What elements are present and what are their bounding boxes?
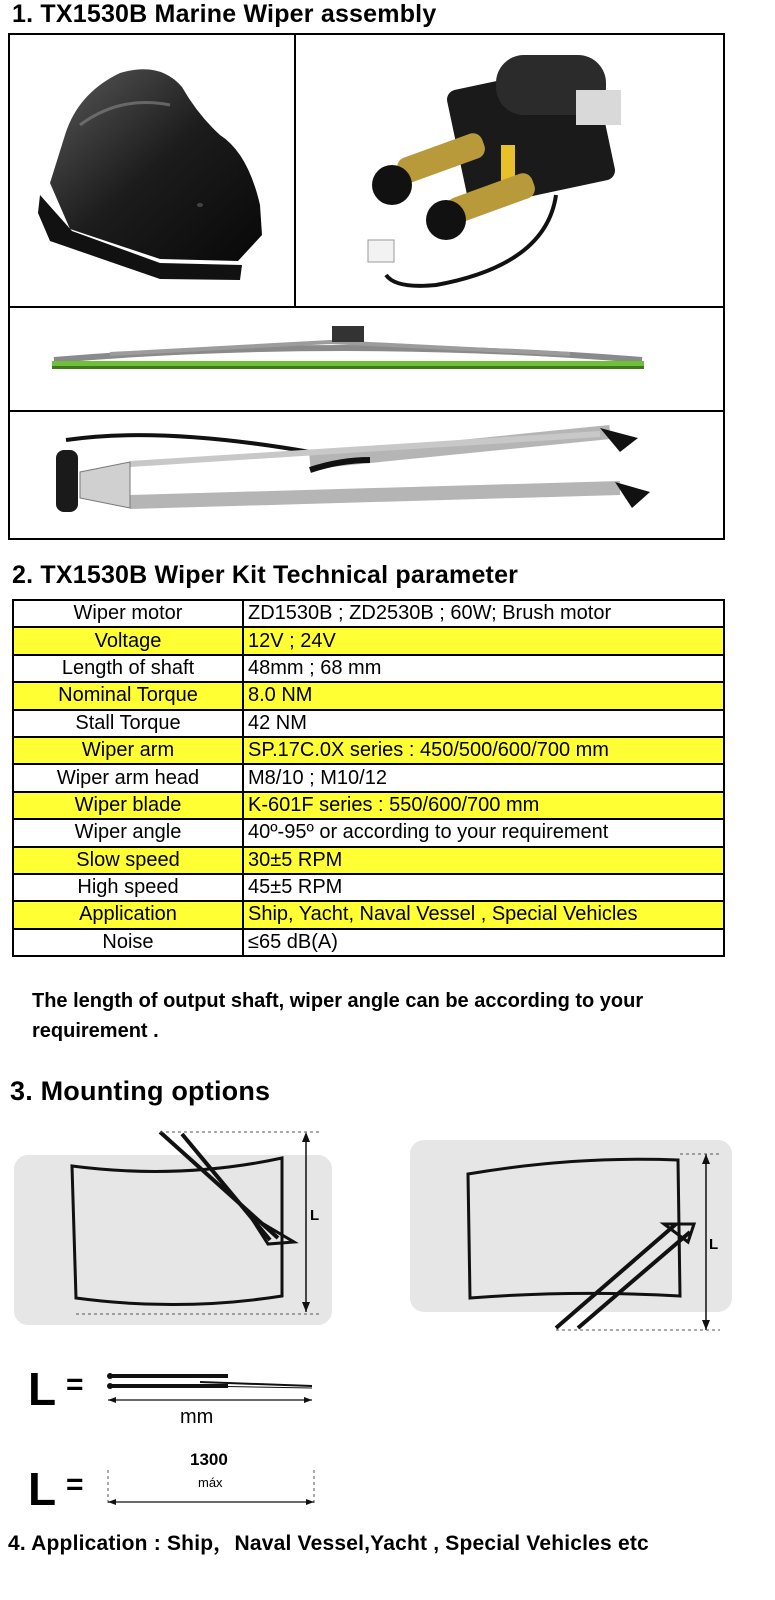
wiper-length-sketch (100, 1366, 330, 1408)
max-label: máx (198, 1475, 223, 1490)
param-value: 48mm ; 68 mm (243, 655, 724, 682)
max-length-dimension (100, 1468, 330, 1508)
param-label: Wiper arm (13, 737, 243, 764)
table-row (13, 874, 724, 901)
section-4-title: 4. Application : Ship，Naval Vessel,Yacht , Special Vehicles etc (8, 1532, 649, 1555)
section-2-title: 2. TX1530B Wiper Kit Technical parameter (12, 561, 519, 589)
param-label: Stall Torque (13, 710, 243, 737)
param-label: High speed (13, 874, 243, 901)
photo-wiper-arm (8, 410, 725, 540)
param-label: Wiper angle (13, 819, 243, 846)
param-label: Wiper arm head (13, 764, 243, 791)
table-row (13, 710, 724, 737)
param-value: 40º-95º or according to your requirement (243, 819, 724, 846)
param-label: Nominal Torque (13, 682, 243, 709)
param-label: Noise (13, 929, 243, 956)
requirement-note: The length of output shaft, wiper angle can be according to your requirement . (32, 990, 644, 1042)
table-row (13, 901, 724, 928)
table-row (13, 819, 724, 846)
param-value: 42 NM (243, 710, 724, 737)
param-value: 30±5 RPM (243, 847, 724, 874)
dimension-label-l: L (310, 1207, 320, 1224)
table-row (13, 847, 724, 874)
length-symbol-2: L (28, 1463, 57, 1515)
mounting-diagram-bottom (0, 1120, 775, 1350)
equals-sign: = (66, 1368, 84, 1401)
table-row (13, 737, 724, 764)
spec-table (12, 599, 725, 957)
length-symbol: L (28, 1363, 57, 1415)
photo-motor-cover (8, 33, 296, 308)
param-value: K-601F series : 550/600/700 mm (243, 792, 724, 819)
param-value: M8/10 ; M10/12 (243, 764, 724, 791)
param-label: Length of shaft (13, 655, 243, 682)
section-1-title: 1. TX1530B Marine Wiper assembly (12, 0, 437, 28)
table-row (13, 792, 724, 819)
param-label: Wiper motor (13, 600, 243, 627)
param-value: ≤65 dB(A) (243, 929, 724, 956)
table-row (13, 655, 724, 682)
photo-wiper-blade (8, 306, 725, 412)
max-length-value: 1300 (190, 1450, 228, 1469)
dimension-label-l-2: L (709, 1236, 719, 1253)
param-label: Application (13, 901, 243, 928)
equals-sign-2: = (66, 1468, 84, 1501)
table-row (13, 764, 724, 791)
param-value: ZD1530B ; ZD2530B ; 60W; Brush motor (243, 600, 724, 627)
unit-label: mm (180, 1406, 214, 1428)
param-label: Slow speed (13, 847, 243, 874)
param-value: SP.17C.0X series : 450/500/600/700 mm (243, 737, 724, 764)
param-value: 8.0 NM (243, 682, 724, 709)
param-value: 12V ; 24V (243, 627, 724, 654)
param-label: Voltage (13, 627, 243, 654)
photo-wiper-motor (294, 33, 725, 308)
param-value: 45±5 RPM (243, 874, 724, 901)
table-row (13, 627, 724, 654)
table-row (13, 929, 724, 956)
table-row (13, 600, 724, 627)
table-row (13, 682, 724, 709)
param-label: Wiper blade (13, 792, 243, 819)
param-value: Ship, Yacht, Naval Vessel , Special Vehicles (243, 901, 724, 928)
section-3-title: 3. Mounting options (10, 1076, 271, 1106)
